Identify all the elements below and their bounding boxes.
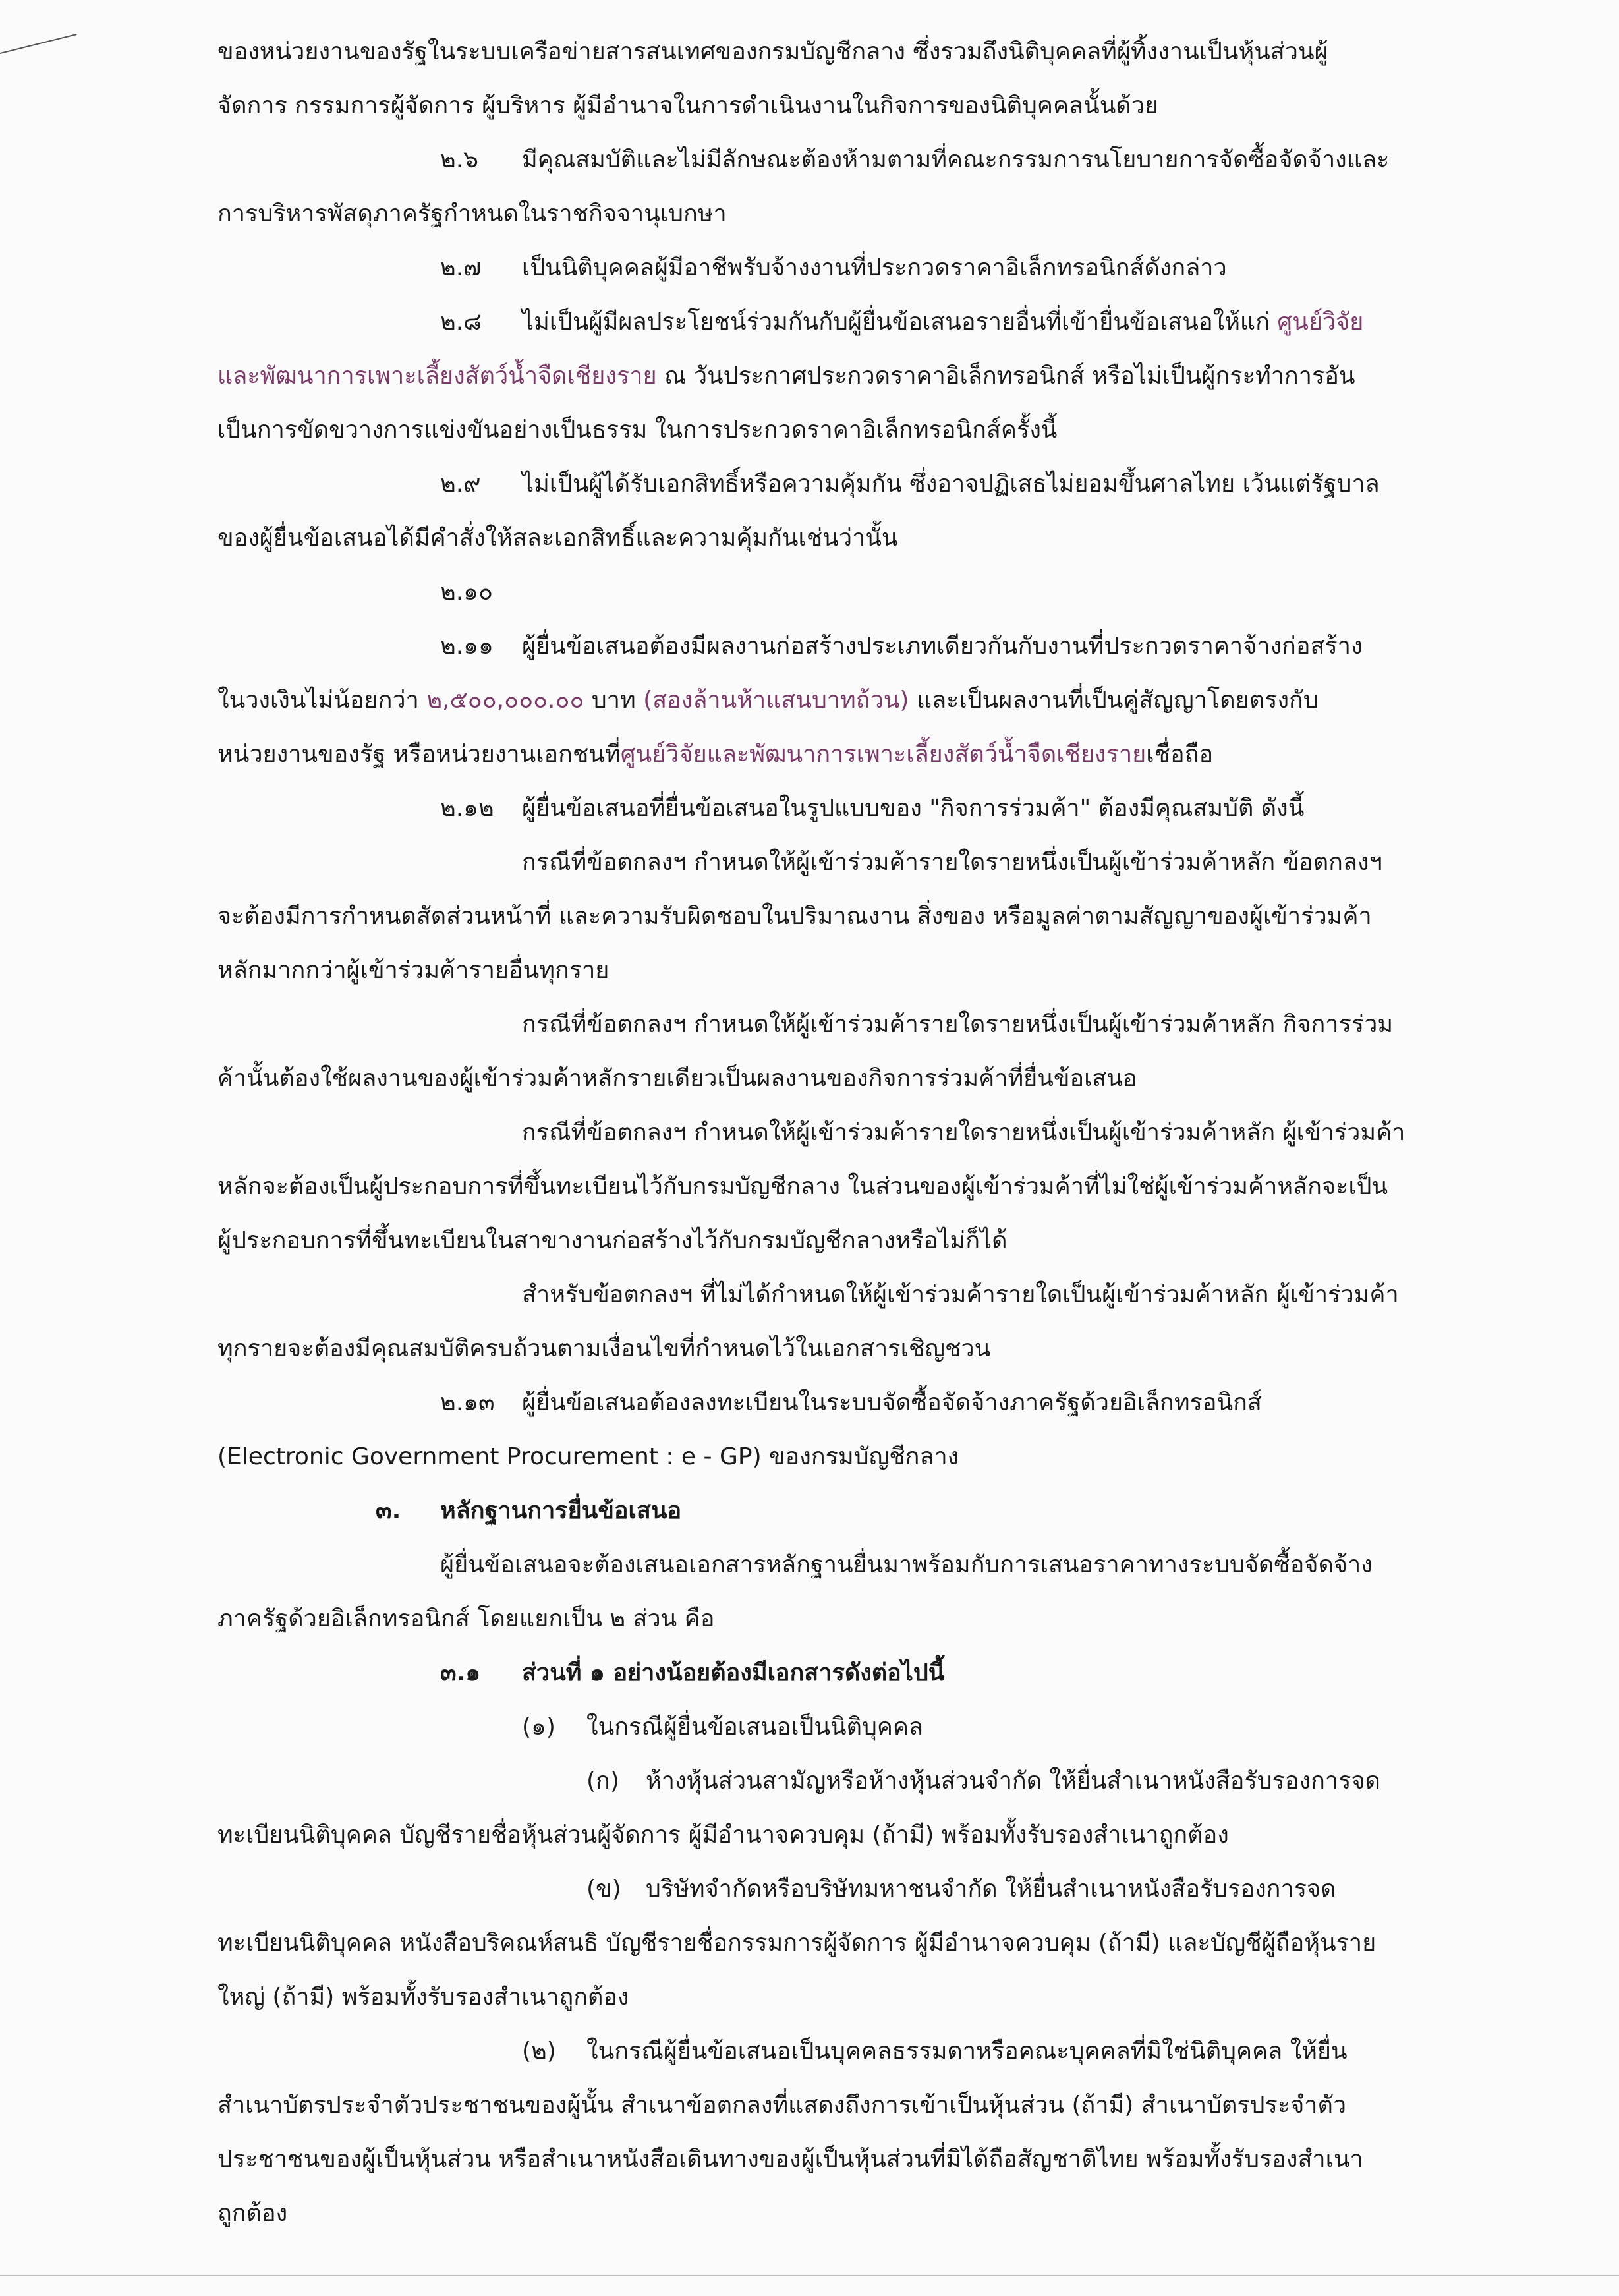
clause-number: ๒.๑๒ <box>440 795 494 822</box>
text-line: กรณีที่ข้อตกลงฯ กำหนดให้ผู้เข้าร่วมค้ารายใดรายหนึ่งเป็นผู้เข้าร่วมค้าหลัก กิจการร่วม <box>522 1011 1394 1038</box>
agency-name: ศูนย์วิจัยและพัฒนาการเพาะเลี้ยงสัตว์น้ำจืดเชียงราย <box>620 741 1147 768</box>
clause-2-6: ๒.๖ มีคุณสมบัติและไม่มีลักษณะต้องห้ามตามที่คณะกรรมการนโยบายการจัดซื้อจัดจ้างและ <box>217 133 1417 187</box>
clause-number: ๒.๖ <box>440 146 479 173</box>
clause-2-11: ๒.๑๑ ผู้ยื่นข้อเสนอต้องมีผลงานก่อสร้างประเภทเดียวกันกับงานที่ประกวดราคาจ้างก่อสร้าง <box>217 619 1417 674</box>
text-line: ในวงเงินไม่น้อยกว่า ๒,๕๐๐,๐๐๐.๐๐ บาท (สองล้านห้าแสนบาทถ้วน) และเป็นผลงานที่เป็นคู่สัญญาโดยตรงกับ <box>217 687 1319 714</box>
clause-2-7: ๒.๗ เป็นนิติบุคคลผู้มีอาชีพรับจ้างงานที่ประกวดราคาอิเล็กทรอนิกส์ดังกล่าว <box>217 241 1417 295</box>
clause-number: ๒.๙ <box>440 471 481 498</box>
text-line: ผู้ประกอบการที่ขึ้นทะเบียนในสาขางานก่อสร้างไว้กับกรมบัญชีกลางหรือไม่ก็ได้ <box>217 1227 1008 1254</box>
clause-number: ๒.๑๐ <box>440 579 493 606</box>
clause-2-10 <box>217 565 1417 619</box>
text-line: ประชาชนของผู้เป็นหุ้นส่วน หรือสำเนาหนังสือเดินทางของผู้เป็นหุ้นส่วนที่มิได้ถือสัญชาติไทย พร้อมทั้งรับรองสำเนา <box>217 2146 1363 2173</box>
clause-number: ๓.๑ <box>440 1659 481 1686</box>
section-3-heading: ๓. หลักฐานการยื่นข้อเสนอ <box>217 1484 1417 1538</box>
text-line: หลักมากกว่าผู้เข้าร่วมค้ารายอื่นทุกราย <box>217 957 610 984</box>
clause-2-8: ๒.๘ ไม่เป็นผู้มีผลประโยชน์ร่วมกันกับผู้ยื่นข้อเสนอรายอื่นที่เข้ายื่นข้อเสนอให้แก่ ศูนย์วิจัย <box>217 295 1417 349</box>
text-line: ทะเบียนนิติบุคคล บัญชีรายชื่อหุ้นส่วนผู้จัดการ ผู้มีอำนาจควบคุม (ถ้ามี) พร้อมทั้งรับรองสำเนาถูกต้อง <box>217 1822 1229 1849</box>
clause-2-9: ๒.๙ ไม่เป็นผู้ได้รับเอกสิทธิ์หรือความคุ้มกัน ซึ่งอาจปฏิเสธไม่ยอมขึ้นศาลไทย เว้นแต่รัฐบาล <box>217 457 1417 511</box>
clause-number: ๒.๑๓ <box>440 1389 495 1416</box>
clause-number: ๒.๘ <box>440 308 482 335</box>
scan-mark <box>0 34 77 54</box>
clause-2-12: ๒.๑๒ ผู้ยื่นข้อเสนอที่ยื่นข้อเสนอในรูปแบบของ "กิจการร่วมค้า" ต้องมีคุณสมบัติ ดังนี้ <box>217 782 1417 836</box>
text-line: (Electronic Government Procurement : e - GP) ของกรมบัญชีกลาง <box>217 1443 959 1470</box>
text-line: จัดการ กรรมการผู้จัดการ ผู้บริหาร ผู้มีอำนาจในการดำเนินงานในกิจการของนิติบุคคลนั้นด้วย <box>217 92 1159 119</box>
text-line: และพัฒนาการเพาะเลี้ยงสัตว์น้ำจืดเชียงราย ณ วันประกาศประกวดราคาอิเล็กทรอนิกส์ หรือไม่เป็นผู้กระทำการอัน <box>217 362 1355 389</box>
amount-words: (สองล้านห้าแสนบาทถ้วน) <box>643 687 909 714</box>
text-line: การบริหารพัสดุภาครัฐกำหนดในราชกิจจานุเบกษา <box>217 200 727 227</box>
text-line: สำหรับข้อตกลงฯ ที่ไม่ได้กำหนดให้ผู้เข้าร่วมค้ารายใดเป็นผู้เข้าร่วมค้าหลัก ผู้เข้าร่วมค้า <box>522 1281 1399 1308</box>
text-line: สำเนาบัตรประจำตัวประชาชนของผู้นั้น สำเนาข้อตกลงที่แสดงถึงการเข้าเป็นหุ้นส่วน (ถ้ามี) สำเนาบัตรประจำตัว <box>217 2092 1347 2119</box>
text-line: ทะเบียนนิติบุคคล หนังสือบริคณห์สนธิ บัญชีรายชื่อกรรมการผู้จัดการ ผู้มีอำนาจควบคุม (ถ้ามี) และบัญชีผู้ถือหุ้นราย <box>217 1930 1377 1957</box>
page-bottom-rule <box>0 2275 1619 2276</box>
clause-number: ๒.๑๑ <box>440 633 494 660</box>
text-line: ผู้ยื่นข้อเสนอจะต้องเสนอเอกสารหลักฐานยื่นมาพร้อมกับการเสนอราคาทางระบบจัดซื้อจัดจ้าง <box>440 1551 1373 1578</box>
clause-2-13: ๒.๑๓ ผู้ยื่นข้อเสนอต้องลงทะเบียนในระบบจัดซื้อจัดจ้างภาครัฐด้วยอิเล็กทรอนิกส์ <box>217 1376 1417 1430</box>
text-line: หลักจะต้องเป็นผู้ประกอบการที่ขึ้นทะเบียนไว้กับกรมบัญชีกลาง ในส่วนของผู้เข้าร่วมค้าที่ไม่ใช่ผู้เข้าร่วมค้าหลักจะเป็น <box>217 1173 1388 1200</box>
section-number: ๓. <box>376 1497 401 1524</box>
item-kh: (ข) บริษัทจำกัดหรือบริษัทมหาชนจำกัด ให้ยื่นสำเนาหนังสือรับรองการจด <box>217 1862 1417 1916</box>
clause-number: ๒.๗ <box>440 254 482 281</box>
text-line: หน่วยงานของรัฐ หรือหน่วยงานเอกชนที่ศูนย์วิจัยและพัฒนาการเพาะเลี้ยงสัตว์น้ำจืดเชียงรายเชื่อถือ <box>217 741 1214 768</box>
text-line: ของหน่วยงานของรัฐในระบบเครือข่ายสารสนเทศของกรมบัญชีกลาง ซึ่งรวมถึงนิติบุคคลที่ผู้ทิ้งงานเป็นหุ้นส่วนผู้ <box>217 38 1328 65</box>
item-1: (๑) ในกรณีผู้ยื่นข้อเสนอเป็นนิติบุคคล <box>217 1700 1417 1754</box>
text-line: ค้านั้นต้องใช้ผลงานของผู้เข้าร่วมค้าหลักรายเดียวเป็นผลงานของกิจการร่วมค้าที่ยื่นข้อเสนอ <box>217 1065 1137 1092</box>
item-number: (ก) <box>586 1767 619 1794</box>
agency-name: และพัฒนาการเพาะเลี้ยงสัตว์น้ำจืดเชียงราย <box>217 362 657 389</box>
item-number: (ข) <box>586 1876 621 1903</box>
text-line: ของผู้ยื่นข้อเสนอได้มีคำสั่งให้สละเอกสิทธิ์และความคุ้มกันเช่นว่านั้น <box>217 525 898 552</box>
text-line: จะต้องมีการกำหนดสัดส่วนหน้าที่ และความรับผิดชอบในปริมาณงาน สิ่งของ หรือมูลค่าตามสัญญาของผู้เข้าร่วมค้า <box>217 903 1372 930</box>
text-line: ภาครัฐด้วยอิเล็กทรอนิกส์ โดยแยกเป็น ๒ ส่วน คือ <box>217 1605 715 1632</box>
text-line: กรณีที่ข้อตกลงฯ กำหนดให้ผู้เข้าร่วมค้ารายใดรายหนึ่งเป็นผู้เข้าร่วมค้าหลัก ผู้เข้าร่วมค้า <box>522 1119 1406 1146</box>
agency-name: ศูนย์วิจัย <box>1277 308 1364 335</box>
text-line: ทุกรายจะต้องมีคุณสมบัติครบถ้วนตามเงื่อนไขที่กำหนดไว้ในเอกสารเชิญชวน <box>217 1335 991 1362</box>
text-line: ถูกต้อง <box>217 2200 288 2227</box>
clause-3-1-heading: ๓.๑ ส่วนที่ ๑ อย่างน้อยต้องมีเอกสารดังต่อไปนี้ <box>217 1646 1417 1700</box>
amount-value: ๒,๕๐๐,๐๐๐.๐๐ <box>426 687 584 714</box>
text-line: เป็นการขัดขวางการแข่งขันอย่างเป็นธรรม ในการประกวดราคาอิเล็กทรอนิกส์ครั้งนี้ <box>217 416 1058 444</box>
item-number: (๑) <box>522 1713 555 1740</box>
text-line: กรณีที่ข้อตกลงฯ กำหนดให้ผู้เข้าร่วมค้ารายใดรายหนึ่งเป็นผู้เข้าร่วมค้าหลัก ข้อตกลงฯ <box>522 849 1382 876</box>
document-page <box>217 25 1417 2241</box>
item-2: (๒) ในกรณีผู้ยื่นข้อเสนอเป็นบุคคลธรรมดาหรือคณะบุคคลที่มิใช่นิติบุคคล ให้ยื่น <box>217 2024 1417 2079</box>
text-line: ใหญ่ (ถ้ามี) พร้อมทั้งรับรองสำเนาถูกต้อง <box>217 1984 629 2011</box>
item-k: (ก) ห้างหุ้นส่วนสามัญหรือห้างหุ้นส่วนจำกัด ให้ยื่นสำเนาหนังสือรับรองการจด <box>217 1754 1417 1808</box>
item-number: (๒) <box>522 2038 556 2065</box>
